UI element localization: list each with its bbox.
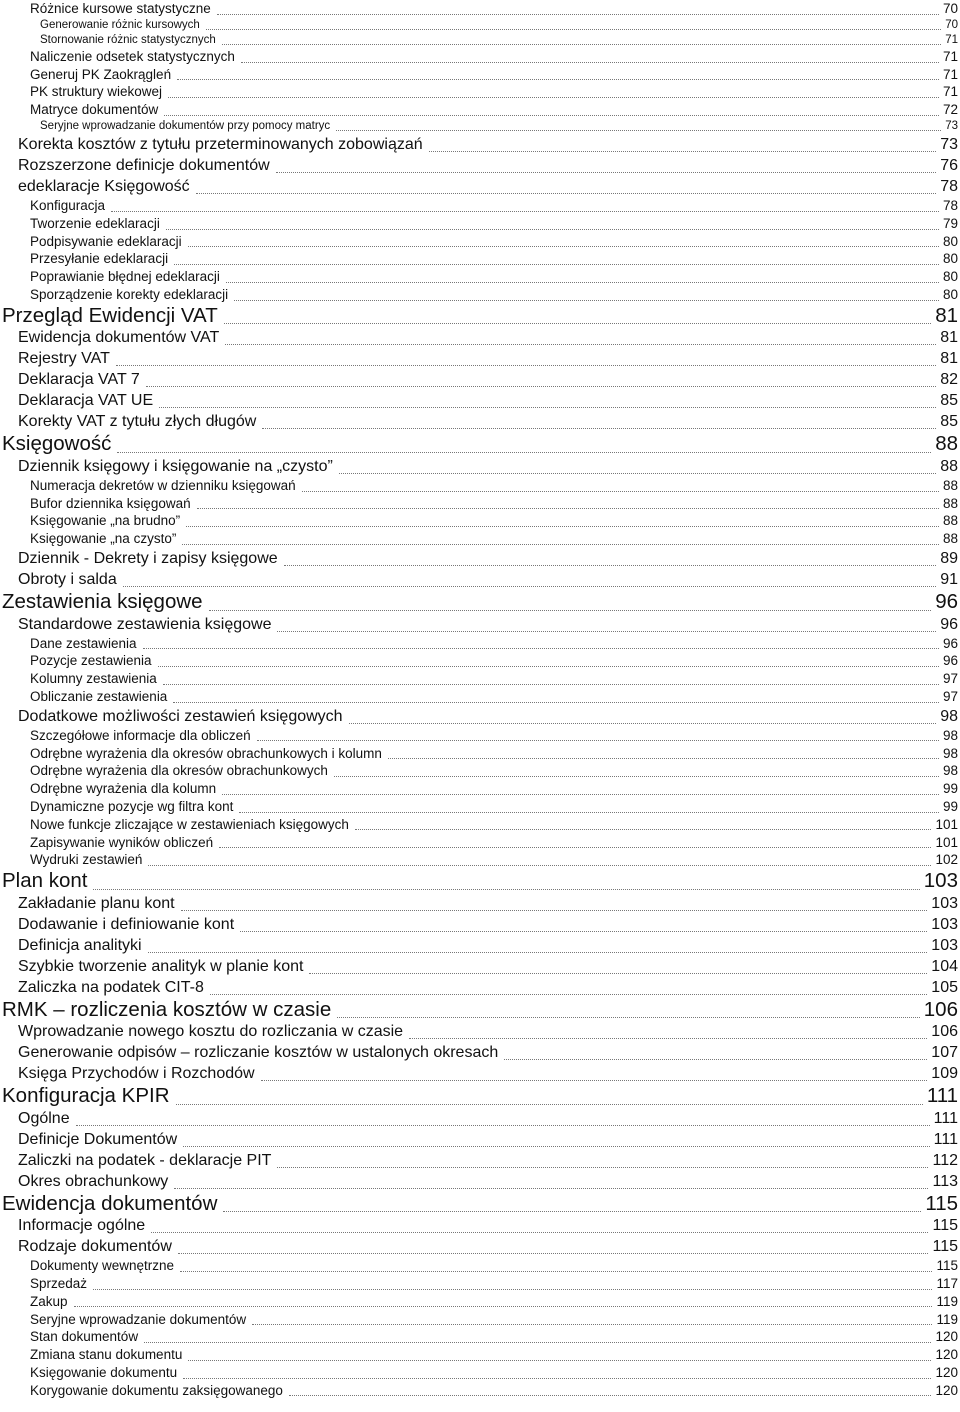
toc-entry-title: Seryjne wprowadzanie dokumentów xyxy=(30,1311,247,1327)
toc-entry-title: Poprawianie błędnej edeklaracji xyxy=(30,269,220,285)
dot-leader xyxy=(277,1167,928,1168)
toc-entry-title: Wydruki zestawień xyxy=(30,852,143,868)
toc-entry-title: Dane zestawienia xyxy=(30,635,137,651)
toc-entry-page-number: 120 xyxy=(935,1329,958,1345)
dot-leader xyxy=(188,1360,931,1361)
toc-entry[interactable] xyxy=(0,477,958,495)
toc-entry-title: Kolumny zestawienia xyxy=(30,671,157,687)
toc-entry[interactable] xyxy=(0,66,958,84)
toc-entry-title: Obliczanie zestawienia xyxy=(30,688,168,704)
dot-leader xyxy=(409,1038,927,1039)
dot-leader xyxy=(146,386,936,387)
dot-leader xyxy=(181,910,928,911)
toc-entry-title: edeklaracje Księgowość xyxy=(18,178,190,195)
toc-entry-title: Księga Przychodów i Rozchodów xyxy=(18,1065,255,1083)
dot-leader xyxy=(151,1232,928,1233)
toc-entry-title: Definicje Dokumentów xyxy=(18,1130,178,1148)
toc-entry[interactable] xyxy=(0,1021,958,1042)
toc-entry-title: Deklaracja VAT UE xyxy=(18,392,154,410)
dot-leader xyxy=(339,473,936,474)
toc-entry[interactable] xyxy=(0,83,958,101)
toc-entry[interactable] xyxy=(0,390,958,411)
dot-leader xyxy=(240,931,927,932)
toc-entry-page-number: 80 xyxy=(942,233,958,249)
toc-entry-page-number: 96 xyxy=(940,615,958,633)
toc-entry[interactable] xyxy=(0,1257,958,1275)
toc-entry-title: Generowanie różnic kursowych xyxy=(40,18,200,31)
toc-entry-page-number: 111 xyxy=(933,1109,958,1127)
dot-leader xyxy=(183,1146,929,1147)
toc-entry[interactable] xyxy=(0,176,958,197)
dot-leader xyxy=(206,29,941,30)
dot-leader xyxy=(334,776,939,777)
dot-leader xyxy=(355,829,932,830)
toc-entry-title: Generuj PK Zaokrągleń xyxy=(30,66,172,82)
dot-leader xyxy=(210,994,927,995)
toc-entry[interactable] xyxy=(0,998,958,1022)
toc-entry-page-number: 107 xyxy=(931,1044,958,1062)
toc-entry-page-number: 119 xyxy=(936,1311,958,1327)
toc-entry-page-number: 103 xyxy=(931,936,958,954)
toc-entry-page-number: 89 xyxy=(940,550,958,567)
dot-leader xyxy=(159,407,936,408)
dot-leader xyxy=(217,14,939,15)
toc-entry-title: Nowe funkcje zliczające w zestawieniach księgowych xyxy=(30,816,349,832)
toc-entry-page-number: 71 xyxy=(945,33,958,46)
toc-entry[interactable] xyxy=(0,851,958,869)
toc-entry-title: Korygowanie dokumentu zaksięgowanego xyxy=(30,1382,283,1398)
toc-entry-title: Przesyłanie edeklaracji xyxy=(30,251,169,267)
dot-leader xyxy=(388,758,939,759)
toc-entry-page-number: 78 xyxy=(942,198,958,213)
dot-leader xyxy=(74,1306,933,1307)
toc-entry-title: Naliczenie odsetek statystycznych xyxy=(30,48,235,64)
dot-leader xyxy=(336,130,941,131)
toc-entry[interactable] xyxy=(0,1346,958,1364)
toc-entry-page-number: 88 xyxy=(942,477,958,493)
toc-entry-page-number: 104 xyxy=(931,957,958,975)
toc-entry-page-number: 96 xyxy=(935,590,958,613)
toc-entry-page-number: 71 xyxy=(942,66,958,82)
dot-leader xyxy=(158,666,939,667)
toc-entry-page-number: 85 xyxy=(940,392,958,410)
toc-entry-title: Zakup xyxy=(30,1293,68,1309)
toc-entry-page-number: 119 xyxy=(936,1293,958,1309)
toc-entry-title: Zakładanie planu kont xyxy=(18,894,175,912)
toc-entry-title: Seryjne wprowadzanie dokumentów przy pomocy matryc xyxy=(40,120,331,132)
dot-leader xyxy=(93,889,919,890)
dot-leader xyxy=(234,300,939,301)
dot-leader xyxy=(225,344,936,345)
dot-leader xyxy=(223,1211,921,1212)
toc-entry-page-number: 105 xyxy=(931,978,958,996)
toc-entry-page-number: 101 xyxy=(935,834,958,850)
toc-entry[interactable] xyxy=(0,233,958,251)
dot-leader xyxy=(222,44,941,45)
toc-entry-title: Numeracja dekretów w dzienniku księgowań xyxy=(30,477,296,493)
toc-entry-page-number: 70 xyxy=(945,18,958,31)
toc-entry-page-number: 76 xyxy=(940,157,958,174)
toc-entry-title: Zestawienia księgowe xyxy=(2,590,203,613)
toc-entry[interactable] xyxy=(0,977,958,998)
toc-entry-title: Deklaracja VAT 7 xyxy=(18,371,140,389)
dot-leader xyxy=(277,631,936,632)
toc-entry-title: Obroty i salda xyxy=(18,571,117,588)
toc-entry-page-number: 81 xyxy=(940,350,958,368)
toc-entry[interactable] xyxy=(0,914,958,935)
toc-entry[interactable] xyxy=(0,798,958,816)
toc-entry[interactable] xyxy=(0,304,958,328)
dot-leader xyxy=(144,1342,931,1343)
toc-entry-page-number: 103 xyxy=(923,869,958,893)
toc-entry-page-number: 109 xyxy=(931,1065,958,1083)
toc-entry-page-number: 111 xyxy=(926,1084,958,1108)
dot-leader xyxy=(176,1104,923,1105)
toc-entry-page-number: 115 xyxy=(925,1191,958,1215)
toc-entry[interactable] xyxy=(0,1171,958,1192)
dot-leader xyxy=(164,115,939,116)
toc-entry[interactable] xyxy=(0,530,958,548)
toc-entry[interactable] xyxy=(0,369,958,390)
toc-entry[interactable] xyxy=(0,268,958,286)
toc-entry-page-number: 70 xyxy=(942,1,958,16)
toc-entry-title: Zapisywanie wyników obliczeń xyxy=(30,834,214,850)
toc-entry-page-number: 81 xyxy=(940,329,958,347)
toc-entry-title: Sporządzenie korekty edeklaracji xyxy=(30,287,229,302)
toc-entry[interactable] xyxy=(0,1063,958,1084)
toc-entry-title: Dodatkowe możliwości zestawień księgowych xyxy=(18,707,343,725)
dot-leader xyxy=(302,491,939,492)
toc-entry-page-number: 97 xyxy=(942,688,958,704)
toc-entry[interactable] xyxy=(0,706,958,727)
dot-leader xyxy=(261,1080,928,1081)
toc-entry[interactable] xyxy=(0,1311,958,1329)
toc-entry-title: Księgowość xyxy=(2,432,112,456)
toc-entry-title: Odrębne wyrażenia dla kolumn xyxy=(30,781,217,797)
dot-leader xyxy=(224,323,931,324)
toc-entry[interactable] xyxy=(0,956,958,977)
toc-entry[interactable] xyxy=(0,1236,958,1257)
toc-entry-title: Okres obrachunkowy xyxy=(18,1172,169,1190)
toc-entry[interactable] xyxy=(0,456,958,477)
toc-entry-page-number: 88 xyxy=(942,513,958,529)
toc-entry-title: Wprowadzanie nowego kosztu do rozliczania w czasie xyxy=(18,1023,404,1041)
toc-entry-page-number: 80 xyxy=(942,269,958,285)
toc-entry-page-number: 80 xyxy=(942,287,958,302)
toc-entry-title: Pozycje zestawienia xyxy=(30,653,152,669)
toc-entry-title: Rejestry VAT xyxy=(18,350,110,368)
toc-entry[interactable] xyxy=(0,762,958,780)
toc-entry-title: Ewidencja dokumentów xyxy=(2,1191,218,1215)
toc-entry-title: Bufor dziennika księgowań xyxy=(30,495,191,511)
toc-entry[interactable] xyxy=(0,780,958,798)
dot-leader xyxy=(117,452,931,453)
toc-entry[interactable] xyxy=(0,432,958,456)
toc-entry-page-number: 71 xyxy=(942,84,958,100)
toc-entry-title: Zaliczka na podatek CIT-8 xyxy=(18,978,204,996)
dot-leader xyxy=(257,740,939,741)
toc-entry[interactable] xyxy=(0,1215,958,1236)
dot-leader xyxy=(93,1289,932,1290)
toc-entry[interactable] xyxy=(0,1150,958,1171)
toc-entry-page-number: 115 xyxy=(936,1258,958,1274)
toc-entry-title: Korekty VAT z tytułu złych długów xyxy=(18,413,257,431)
toc-entry[interactable] xyxy=(0,1108,958,1129)
toc-entry[interactable] xyxy=(0,33,958,48)
toc-entry-page-number: 96 xyxy=(942,653,958,669)
toc-entry-title: Dynamiczne pozycje wg filtra kont xyxy=(30,798,234,814)
toc-entry-page-number: 106 xyxy=(931,1023,958,1041)
toc-entry-title: Rozszerzone definicje dokumentów xyxy=(18,157,270,174)
toc-entry[interactable] xyxy=(0,1364,958,1382)
toc-entry-page-number: 111 xyxy=(933,1130,958,1148)
toc-entry[interactable] xyxy=(0,1084,958,1108)
dot-leader xyxy=(219,847,931,848)
dot-leader xyxy=(196,193,937,194)
dot-leader xyxy=(148,952,928,953)
dot-leader xyxy=(241,62,939,63)
dot-leader xyxy=(337,1017,920,1018)
dot-leader xyxy=(143,648,939,649)
toc-entry-page-number: 112 xyxy=(932,1151,958,1169)
toc-entry-page-number: 82 xyxy=(940,371,958,389)
toc-entry-title: Konfiguracja xyxy=(30,198,106,213)
toc-entry[interactable] xyxy=(0,348,958,369)
toc-entry-page-number: 72 xyxy=(942,102,958,118)
toc-entry-page-number: 79 xyxy=(942,215,958,231)
toc-entry[interactable] xyxy=(0,1328,958,1346)
toc-entry[interactable] xyxy=(0,1382,958,1400)
dot-leader xyxy=(209,610,932,611)
toc-entry-title: Dziennik księgowy i księgowanie na „czysto” xyxy=(18,457,333,475)
toc-entry-title: Stornowanie różnic statystycznych xyxy=(40,33,216,46)
toc-entry-title: Matryce dokumentów xyxy=(30,102,159,118)
dot-leader xyxy=(174,1188,928,1189)
toc-entry[interactable] xyxy=(0,1129,958,1150)
dot-leader xyxy=(284,565,937,566)
toc-entry-page-number: 99 xyxy=(942,798,958,814)
toc-entry-title: Podpisywanie edeklaracji xyxy=(30,233,182,249)
toc-entry[interactable] xyxy=(0,18,958,33)
dot-leader xyxy=(183,1378,931,1379)
toc-entry[interactable] xyxy=(0,869,958,893)
dot-leader xyxy=(168,97,939,98)
dot-leader xyxy=(504,1059,927,1060)
toc-entry[interactable] xyxy=(0,590,958,614)
toc-entry-title: Zaliczki na podatek - deklaracje PIT xyxy=(18,1151,272,1169)
toc-entry[interactable] xyxy=(0,48,958,66)
dot-leader xyxy=(186,526,939,527)
toc-entry[interactable] xyxy=(0,327,958,348)
dot-leader xyxy=(349,723,937,724)
toc-entry-title: Standardowe zestawienia księgowe xyxy=(18,615,272,633)
dot-leader xyxy=(429,151,937,152)
dot-leader xyxy=(182,544,939,545)
toc-entry[interactable] xyxy=(0,614,958,635)
toc-entry-title: Ewidencja dokumentów VAT xyxy=(18,329,220,347)
toc-entry[interactable] xyxy=(0,893,958,914)
toc-entry-page-number: 102 xyxy=(935,852,958,868)
dot-leader xyxy=(222,794,939,795)
toc-entry-title: PK struktury wiekowej xyxy=(30,84,163,100)
toc-entry-title: Sprzedaż xyxy=(30,1275,88,1291)
dot-leader xyxy=(163,684,939,685)
toc-entry-page-number: 81 xyxy=(935,303,958,327)
toc-entry-page-number: 97 xyxy=(942,671,958,687)
toc-entry-title: Korekta kosztów z tytułu przeterminowanych zobowiązań xyxy=(18,136,423,153)
toc-entry[interactable] xyxy=(0,548,958,569)
toc-entry[interactable] xyxy=(0,197,958,215)
toc-entry-page-number: 120 xyxy=(935,1347,958,1363)
toc-entry[interactable] xyxy=(0,0,958,18)
dot-leader xyxy=(252,1324,932,1325)
toc-entry[interactable] xyxy=(0,652,958,670)
toc-entry-title: Generowanie odpisów – rozliczanie kosztów w ustalonych okresach xyxy=(18,1044,499,1062)
toc-entry-page-number: 88 xyxy=(942,531,958,547)
toc-entry-title: Odrębne wyrażenia dla okresów obrachunkowych xyxy=(30,763,328,779)
toc-entry-title: Księgowanie dokumentu xyxy=(30,1364,178,1380)
toc-entry[interactable] xyxy=(0,727,958,745)
toc-entry-page-number: 101 xyxy=(935,816,958,832)
toc-entry-title: Dokumenty wewnętrzne xyxy=(30,1258,175,1274)
toc-entry-page-number: 103 xyxy=(931,915,958,933)
toc-entry-page-number: 120 xyxy=(935,1382,958,1398)
toc-entry-title: Ogólne xyxy=(18,1109,70,1127)
toc-entry-title: Księgowanie „na czysto” xyxy=(30,531,177,547)
dot-leader xyxy=(188,246,939,247)
toc-entry-title: Szczegółowe informacje dla obliczeń xyxy=(30,727,251,743)
toc-entry-page-number: 98 xyxy=(942,763,958,779)
toc-entry-page-number: 113 xyxy=(932,1172,958,1190)
dot-leader xyxy=(289,1395,932,1396)
toc-entry-page-number: 88 xyxy=(935,432,958,456)
toc-entry[interactable] xyxy=(0,1192,958,1216)
toc-entry[interactable] xyxy=(0,134,958,155)
toc-entry-page-number: 115 xyxy=(932,1217,958,1235)
toc-entry-title: Szybkie tworzenie analityk w planie kont xyxy=(18,957,304,975)
toc-entry[interactable] xyxy=(0,816,958,834)
toc-entry-title: Odrębne wyrażenia dla okresów obrachunkowych i kolumn xyxy=(30,745,382,761)
toc-entry[interactable] xyxy=(0,250,958,268)
dot-leader xyxy=(174,264,939,265)
toc-entry-page-number: 71 xyxy=(942,48,958,64)
toc-entry-page-number: 120 xyxy=(935,1364,958,1380)
toc-entry[interactable] xyxy=(0,495,958,513)
toc-entry-title: Konfiguracja KPIR xyxy=(2,1084,170,1108)
toc-entry-page-number: 73 xyxy=(945,120,958,132)
dot-leader xyxy=(180,1271,932,1272)
toc-entry-page-number: 91 xyxy=(940,571,958,588)
dot-leader xyxy=(111,211,939,212)
toc-entry[interactable] xyxy=(0,670,958,688)
toc-entry[interactable] xyxy=(0,935,958,956)
toc-entry-page-number: 106 xyxy=(923,997,958,1021)
toc-entry[interactable] xyxy=(0,215,958,233)
dot-leader xyxy=(76,1125,930,1126)
dot-leader xyxy=(226,282,939,283)
toc-entry-page-number: 99 xyxy=(942,781,958,797)
toc-entry-title: Tworzenie edeklaracji xyxy=(30,215,160,231)
dot-leader xyxy=(262,428,936,429)
toc-entry-title: Księgowanie „na brudno” xyxy=(30,513,181,529)
toc-entry-title: Dziennik - Dekrety i zapisy księgowe xyxy=(18,550,278,567)
toc-entry-title: Definicja analityki xyxy=(18,936,142,954)
toc-entry-page-number: 96 xyxy=(942,635,958,651)
toc-entry[interactable] xyxy=(0,101,958,119)
dot-leader xyxy=(166,229,939,230)
toc-entry-page-number: 73 xyxy=(940,136,958,153)
toc-entry-page-number: 88 xyxy=(940,457,958,475)
dot-leader xyxy=(173,702,939,703)
dot-leader xyxy=(309,973,927,974)
toc-entry[interactable] xyxy=(0,155,958,176)
toc-entry[interactable] xyxy=(0,119,958,134)
toc-entry[interactable] xyxy=(0,834,958,852)
toc-entry-page-number: 80 xyxy=(942,251,958,267)
toc-entry[interactable] xyxy=(0,512,958,530)
toc-entry-page-number: 115 xyxy=(932,1238,958,1256)
toc-entry-page-number: 98 xyxy=(942,745,958,761)
toc-entry-title: Zmiana stanu dokumentu xyxy=(30,1347,183,1363)
toc-entry[interactable] xyxy=(0,745,958,763)
toc-entry[interactable] xyxy=(0,635,958,653)
toc-entry-title: Dodawanie i definiowanie kont xyxy=(18,915,235,933)
toc-entry-title: RMK – rozliczenia kosztów w czasie xyxy=(2,997,332,1021)
toc-entry[interactable] xyxy=(0,286,958,304)
toc-entry-page-number: 103 xyxy=(931,894,958,912)
dot-leader xyxy=(197,508,939,509)
toc-entry-page-number: 85 xyxy=(940,413,958,431)
toc-entry-title: Przegląd Ewidencji VAT xyxy=(2,303,218,327)
toc-entry-page-number: 78 xyxy=(940,178,958,195)
dot-leader xyxy=(123,586,936,587)
toc-entry[interactable] xyxy=(0,1042,958,1063)
toc-entry-title: Różnice kursowe statystyczne xyxy=(30,1,211,16)
toc-entry[interactable] xyxy=(0,1275,958,1293)
toc-entry[interactable] xyxy=(0,411,958,432)
dot-leader xyxy=(148,865,931,866)
toc-entry-title: Rodzaje dokumentów xyxy=(18,1238,172,1256)
toc-entry-page-number: 88 xyxy=(942,495,958,511)
toc-entry-title: Informacje ogólne xyxy=(18,1217,146,1235)
toc-entry-page-number: 98 xyxy=(942,727,958,743)
dot-leader xyxy=(177,79,939,80)
toc-entry[interactable] xyxy=(0,569,958,590)
toc-entry-page-number: 98 xyxy=(940,707,958,725)
toc-entry[interactable] xyxy=(0,688,958,706)
toc-entry-title: Plan kont xyxy=(2,869,88,893)
toc-entry-page-number: 117 xyxy=(936,1275,958,1291)
dot-leader xyxy=(116,365,936,366)
toc-entry-title: Stan dokumentów xyxy=(30,1329,139,1345)
dot-leader xyxy=(239,812,939,813)
dot-leader xyxy=(178,1253,929,1254)
dot-leader xyxy=(276,172,937,173)
toc-entry[interactable] xyxy=(0,1293,958,1311)
